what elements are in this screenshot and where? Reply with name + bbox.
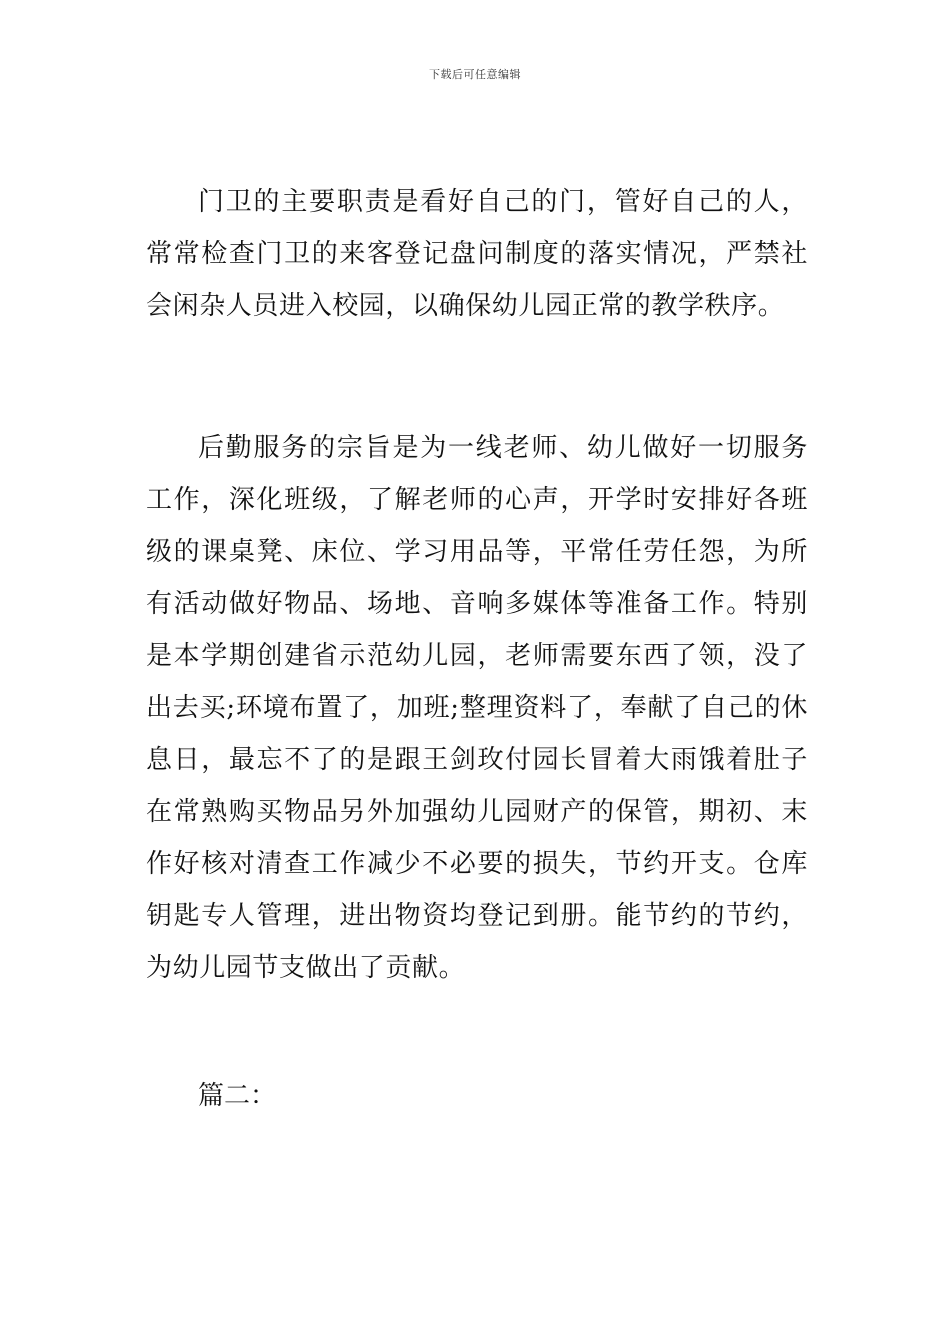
- paragraph-gatekeeper-duties: 门卫的主要职责是看好自己的门，管好自己的人，常常检查门卫的来客登记盘问制度的落实情况，严禁社会闲杂人员进入校园，以确保幼儿园正常的教学秩序。: [146, 187, 808, 321]
- paragraph-logistics-service: 后勤服务的宗旨是为一线老师、幼儿做好一切服务工作，深化班级，了解老师的心声，开学时安排好各班级的课桌凳、床位、学习用品等，平常任劳任怨，为所有活动做好物品、场地、音响多媒体等准备工作。特别是本学期创建省示范幼儿园，老师需要东西了领，没了出去买;环境布置了，加班;整理资料了，奉献了自己的休息日，最忘不了的是跟王剑玫付园长冒着大雨饿着肚子在常熟购买物品另外加强幼儿园财产的保管，期初、末作好核对清查工作减少不必要的损失，节约开支。仓库钥匙专人管理，进出物资均登记到册。能节约的节约，为幼儿园节支做出了贡献。: [146, 433, 808, 983]
- header-note: 下载后可任意编辑: [429, 68, 521, 81]
- section-heading: 篇二：: [198, 1081, 277, 1111]
